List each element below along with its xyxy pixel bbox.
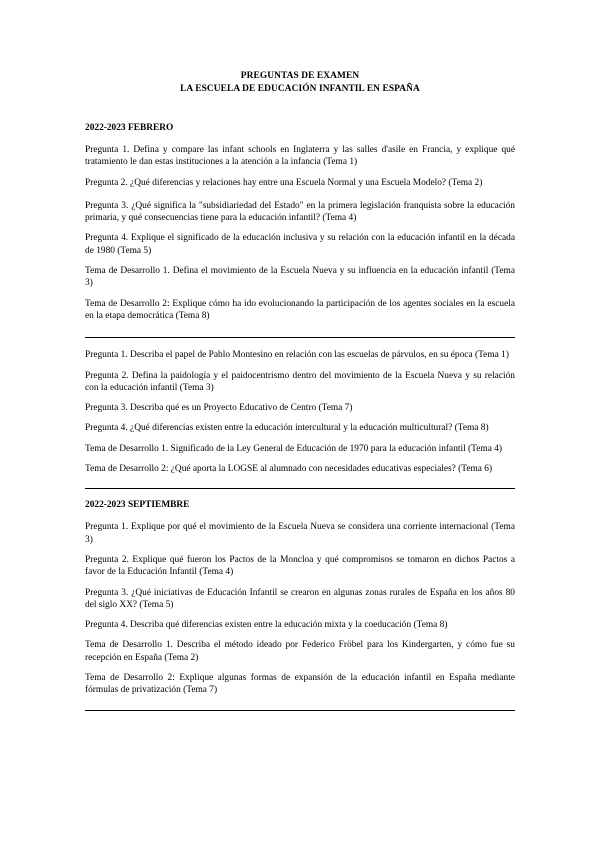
document-page: [85, 70, 515, 711]
question-item: Pregunta 1. Describa el papel de Pablo Montesino en relación con las escuelas de párvulos, en su época (Tema 1): [85, 350, 509, 361]
title-line-2: LA ESCUELA DE EDUCACIÓN INFANTIL EN ESPAÑA: [180, 83, 420, 94]
question-item: Tema de Desarrollo 1. Describa el método ideado por Federico Fröbel para los Kindergarten, y cómo fue su recepción en España (Tema 2): [85, 640, 515, 663]
question-item: Pregunta 1. Explique por qué el movimiento de la Escuela Nueva se considera una corriente internacional (Tema 3): [85, 522, 515, 545]
question-item: Pregunta 3. Describa qué es un Proyecto Educativo de Centro (Tema 7): [85, 403, 353, 414]
question-item: Pregunta 3. ¿Qué significa la "subsidiariedad del Estado" en la primera legislación franquista sobre la educación primaria, y qué consecuencias tiene para la educación infantil? (Tema 4): [85, 200, 515, 224]
question-item: Tema de Desarrollo 1. Defina el movimiento de la Escuela Nueva y su influencia en la educación infantil (Tema 3): [85, 266, 515, 289]
question-item: Tema de Desarrollo 2: Explique cómo ha ido evolucionando la participación de los agentes sociales en la escuela en la etapa democrática (Tema 8): [85, 298, 515, 321]
question-item: Pregunta 4. Explique el significado de la educación inclusiva y su relación con la educación infantil en la década de 1980 (Tema 5): [85, 233, 515, 256]
question-item: Pregunta 2. ¿Qué diferencias y relaciones hay entre una Escuela Normal y una Escuela Modelo? (Tema 2): [85, 177, 483, 188]
section-febrero-2: [85, 349, 515, 475]
section-header: 2022-2023 FEBRERO: [85, 123, 174, 133]
question-item: Tema de Desarrollo 2: ¿Qué aporta la LOGSE al alumnado con necesidades educativas especiales? (Tema 6): [85, 464, 493, 475]
question-item: Tema de Desarrollo 2: Explique algunas formas de expansión de la educación infantil en España mediante fórmulas de privatización (Tema 7): [85, 673, 515, 696]
section-septiembre: [85, 499, 515, 696]
section-divider: [85, 488, 515, 489]
document-title: [85, 70, 515, 95]
question-item: Pregunta 4. ¿Qué diferencias existen entre la educación intercultural y la educación multicultural? (Tema 8): [85, 423, 489, 434]
question-item: Pregunta 4. Describa qué diferencias existen entre la educación mixta y la coeducación (Tema 8): [85, 620, 448, 631]
question-item: Pregunta 3. ¿Qué iniciativas de Educación Infantil se crearon en algunas zonas rurales de España en los años 80 del siglo XX? (Tema 5): [85, 587, 515, 610]
question-item: Pregunta 1. Defina y compare las infant schools en Inglaterra y las salles d'asile en Francia, y explique qué tratamiento le dan estas instituciones a la atención a la infancia (Tema 1): [85, 145, 515, 168]
question-item: Tema de Desarrollo 1. Significado de la Ley General de Educación de 1970 para la educación infantil (Tema 4): [85, 443, 503, 454]
question-item: Pregunta 2. Defina la paidología y el paidocentrismo dentro del movimiento de la Escuela Nueva y su relación con la educación infantil (Tema 3): [85, 370, 515, 393]
section-divider: [85, 337, 515, 338]
title-line-1: PREGUNTAS DE EXAMEN: [240, 71, 360, 81]
section-header: 2022-2023 SEPTIEMBRE: [85, 500, 190, 511]
section-divider: [85, 710, 515, 711]
section-febrero: [85, 122, 515, 322]
question-item: Pregunta 2. Explique qué fueron los Pactos de la Moncloa y qué compromisos se tomaron en dichos Pactos a favor de la Educación Infantil (Tema 4): [85, 554, 515, 578]
